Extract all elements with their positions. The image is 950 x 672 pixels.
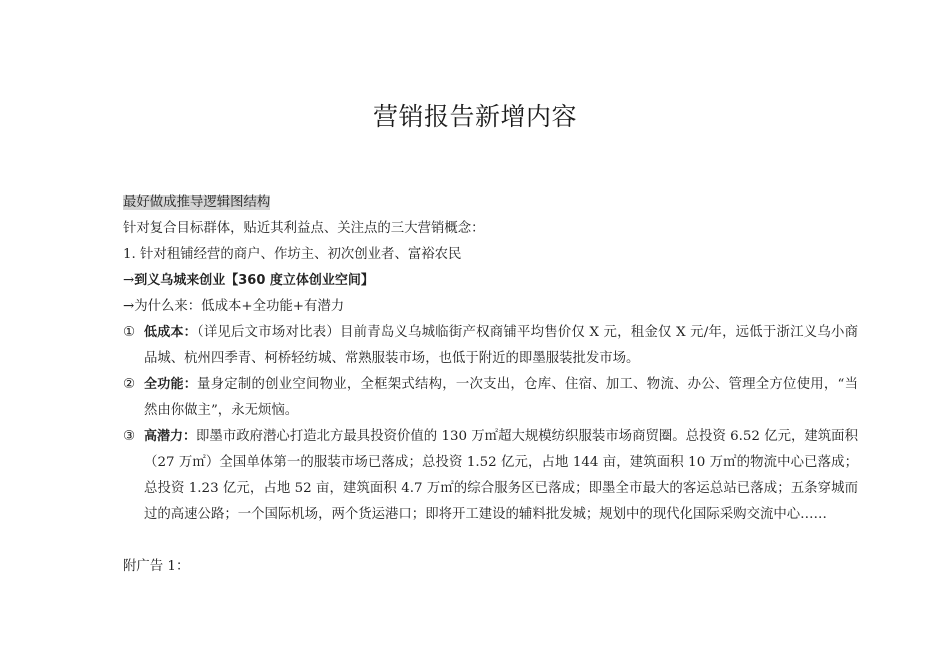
intro-text: 针对复合目标群体，贴近其利益点、关注点的三大营销概念： <box>123 221 485 236</box>
why-text: →为什么来：低成本+全功能+有潜力 <box>123 299 345 314</box>
item-body <box>144 320 858 372</box>
arrow-icon: → <box>123 273 135 288</box>
section-heading: 最好做成推导逻辑图结构 <box>123 195 271 210</box>
appendix-label: 附广告 1： <box>123 559 190 574</box>
item-number: ① <box>123 325 136 340</box>
slogan-text: 到义乌城来创业【360 度立体创业空间】 <box>134 273 374 288</box>
item-number: ③ <box>123 429 136 444</box>
document-body <box>123 190 858 580</box>
item-text: 即墨市政府潜心打造北方最具投资价值的 130 万㎡超大规模纺织服装市场商贸圈。总投资 6.52 亿元，建筑面积（27 万㎡）全国单体第一的服装市场已落成；总投资 1.52 亿元，占地 144 亩，建筑面积 10 万㎡的物流中心已落成；总投资 1.23 亿元，占地 52 亩，建筑面积 4.7 万㎡的综合服务区已落成；即墨全市最大的客运总站已落成；五条穿城而过的高速公路；一个国际机场，两个货运港口；即将开工建设的辅料批发城；规划中的现代化国际采购交流中心…… <box>144 429 858 522</box>
item-label: 全功能： <box>144 377 197 392</box>
item-body <box>144 372 858 424</box>
item-number: ② <box>123 377 136 392</box>
item-label: 高潜力： <box>144 429 197 444</box>
item-text: （详见后文市场对比表）目前青岛义乌城临街产权商铺平均售价仅 X 元，租金仅 X 元/年，远低于浙江义乌小商品城、杭州四季青、柯桥轻纺城、常熟服装市场，也低于附近的即墨服装批发市场。 <box>144 325 858 366</box>
list-item-high-potential <box>123 424 858 528</box>
list-item-full-function <box>123 372 858 424</box>
page-title: 营销报告新增内容 <box>372 102 577 131</box>
point-1: 1. 针对租铺经营的商户、作坊主、初次创业者、富裕农民 <box>123 247 462 262</box>
item-label: 低成本： <box>144 325 197 340</box>
item-body <box>144 424 858 528</box>
slogan-line <box>123 268 858 294</box>
section-heading-line <box>123 190 858 216</box>
spacer <box>123 528 858 554</box>
list-item-low-cost <box>123 320 858 372</box>
item-text: 量身定制的创业空间物业，全框架式结构，一次支出，仓库、住宿、加工、物流、办公、管理全方位使用，“当然由你做主”，永无烦恼。 <box>144 377 858 418</box>
